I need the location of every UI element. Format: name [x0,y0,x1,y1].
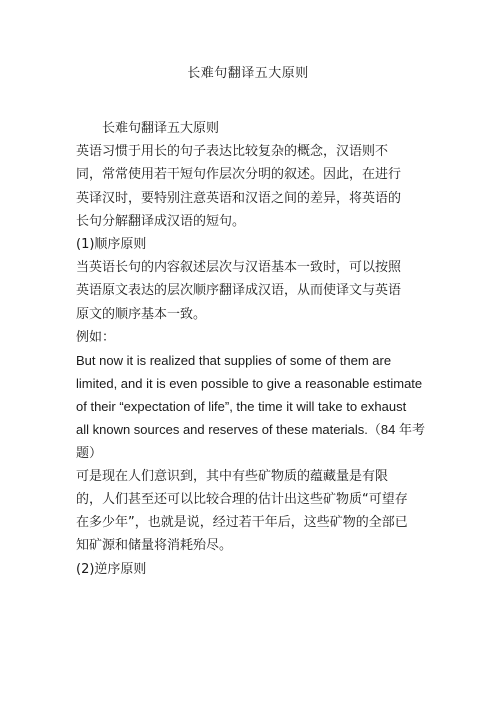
section1-line: 原文的顺序基本一致。 [76,306,207,322]
section1-title: (1)顺序原则 [76,236,147,252]
section1-line: 当英语长句的内容叙述层次与汉语基本一致时，可以按照 [76,260,402,276]
example-english-line: all known sources and reserves of these materials.（84 年考 [76,422,425,438]
intro-line: 长句分解翻译成汉语的短句。 [76,213,246,229]
example-english-line: But now it is realized that supplies of some of them are [76,352,392,368]
intro-line: 英语习惯于用长的句子表达比较复杂的概念，汉语则不 [76,144,389,160]
example-chinese-line: 可是现在人们意识到，其中有些矿物质的蕴藏量是有限 [76,468,389,484]
example-chinese-line: 在多少年”，也就是说，经过若干年后，这些矿物的全部已 [76,515,408,531]
intro-line: 英译汉时，要特别注意英语和汉语之间的差异，将英语的 [76,190,402,206]
example-english-line: 题） [76,445,103,461]
section2-title: (2)逆序原则 [76,561,147,577]
example-chinese-line: 知矿源和储量将消耗殆尽。 [76,538,233,554]
section-heading: 长难句翻译五大原则 [102,121,220,136]
section1-line: 英语原文表达的层次顺序翻译成汉语，从而使译文与英语 [76,283,402,299]
document-title: 长难句翻译五大原则 [187,66,309,81]
intro-line: 同，常常使用若干短句作层次分明的叙述。因此，在进行 [76,167,402,183]
example-label: 例如： [76,329,116,345]
document-body [76,117,425,581]
example-english-line: of their “expectation of life”, the time it will take to exhaust [76,399,407,415]
example-english-line: limited, and it is even possible to give a reasonable estimate [76,376,423,392]
example-chinese-line: 的，人们甚至还可以比较合理的估计出这些矿物质“可望存 [76,492,408,507]
